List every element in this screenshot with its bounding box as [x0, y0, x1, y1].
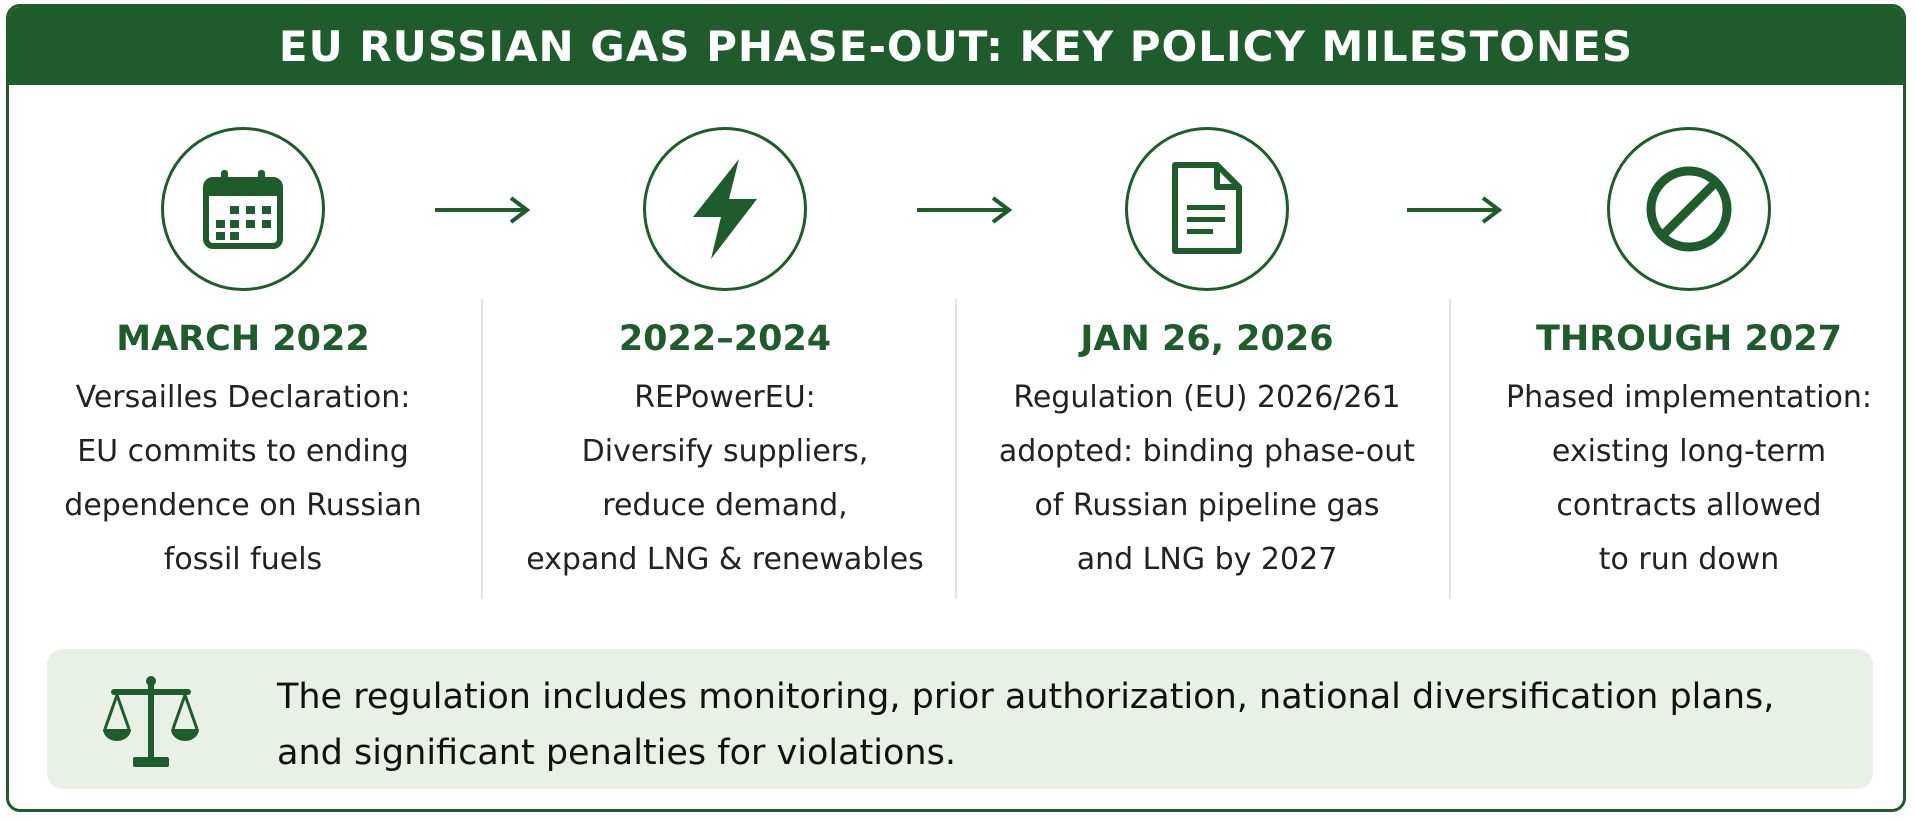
milestone-description	[23, 371, 463, 587]
milestone-text-line: EU commits to ending	[77, 434, 409, 469]
column-divider	[481, 299, 483, 599]
milestone-text-line: Versailles Declaration:	[75, 380, 411, 415]
milestone-description	[505, 371, 945, 587]
milestone-1-icon-circle	[161, 127, 325, 291]
milestone-date: THROUGH 2027	[1536, 319, 1842, 359]
scales-of-justice-icon	[101, 673, 201, 773]
calendar-icon	[200, 166, 286, 252]
milestone-2	[505, 319, 945, 587]
milestone-text-line: Diversify suppliers,	[581, 434, 869, 469]
page-title: EU RUSSIAN GAS PHASE-OUT: KEY POLICY MILESTONES	[278, 21, 1634, 71]
milestone-date: 2022–2024	[618, 319, 832, 359]
milestone-text-line: Regulation (EU) 2026/261	[1013, 380, 1401, 415]
prohibited-icon	[1644, 164, 1734, 254]
milestone-3-icon-circle	[1125, 127, 1289, 291]
milestone-text-line: of Russian pipeline gas	[1034, 488, 1380, 523]
milestone-1	[23, 319, 463, 587]
milestone-text-line: REPowerEU:	[634, 380, 816, 415]
milestone-description	[1469, 371, 1906, 587]
milestone-text-line: and LNG by 2027	[1076, 542, 1338, 577]
infographic-frame	[6, 4, 1906, 812]
document-icon	[1167, 161, 1247, 257]
title-bar	[9, 7, 1903, 85]
milestone-text-line: adopted: binding phase-out	[998, 434, 1416, 469]
arrow-right-icon	[915, 195, 1015, 225]
column-divider	[1449, 299, 1451, 599]
lightning-bolt-icon	[685, 157, 765, 261]
milestone-text-line: Phased implementation:	[1506, 380, 1872, 415]
arrow-right-icon	[433, 195, 533, 225]
milestone-4-icon-circle	[1607, 127, 1771, 291]
milestone-4	[1469, 319, 1906, 587]
milestone-text-line: to run down	[1598, 542, 1780, 577]
regulation-note-text	[277, 669, 1857, 781]
milestone-text-line: fossil fuels	[163, 542, 323, 577]
milestone-text-line: expand LNG & renewables	[526, 542, 924, 577]
note-text-line: and significant penalties for violations.	[277, 733, 956, 773]
milestone-description	[987, 371, 1427, 587]
column-divider	[955, 299, 957, 599]
regulation-note-box	[47, 649, 1873, 789]
milestone-text-line: reduce demand,	[602, 488, 848, 523]
milestone-text-line: contracts allowed	[1556, 488, 1822, 523]
milestone-text-line: existing long-term	[1551, 434, 1827, 469]
arrow-right-icon	[1405, 195, 1505, 225]
milestone-text-line: dependence on Russian	[64, 488, 422, 523]
milestone-date: JAN 26, 2026	[1080, 319, 1334, 359]
note-text-line: The regulation includes monitoring, prior authorization, national diversification plans,	[277, 677, 1775, 717]
milestone-date: MARCH 2022	[116, 319, 370, 359]
milestone-3	[987, 319, 1427, 587]
milestone-2-icon-circle	[643, 127, 807, 291]
